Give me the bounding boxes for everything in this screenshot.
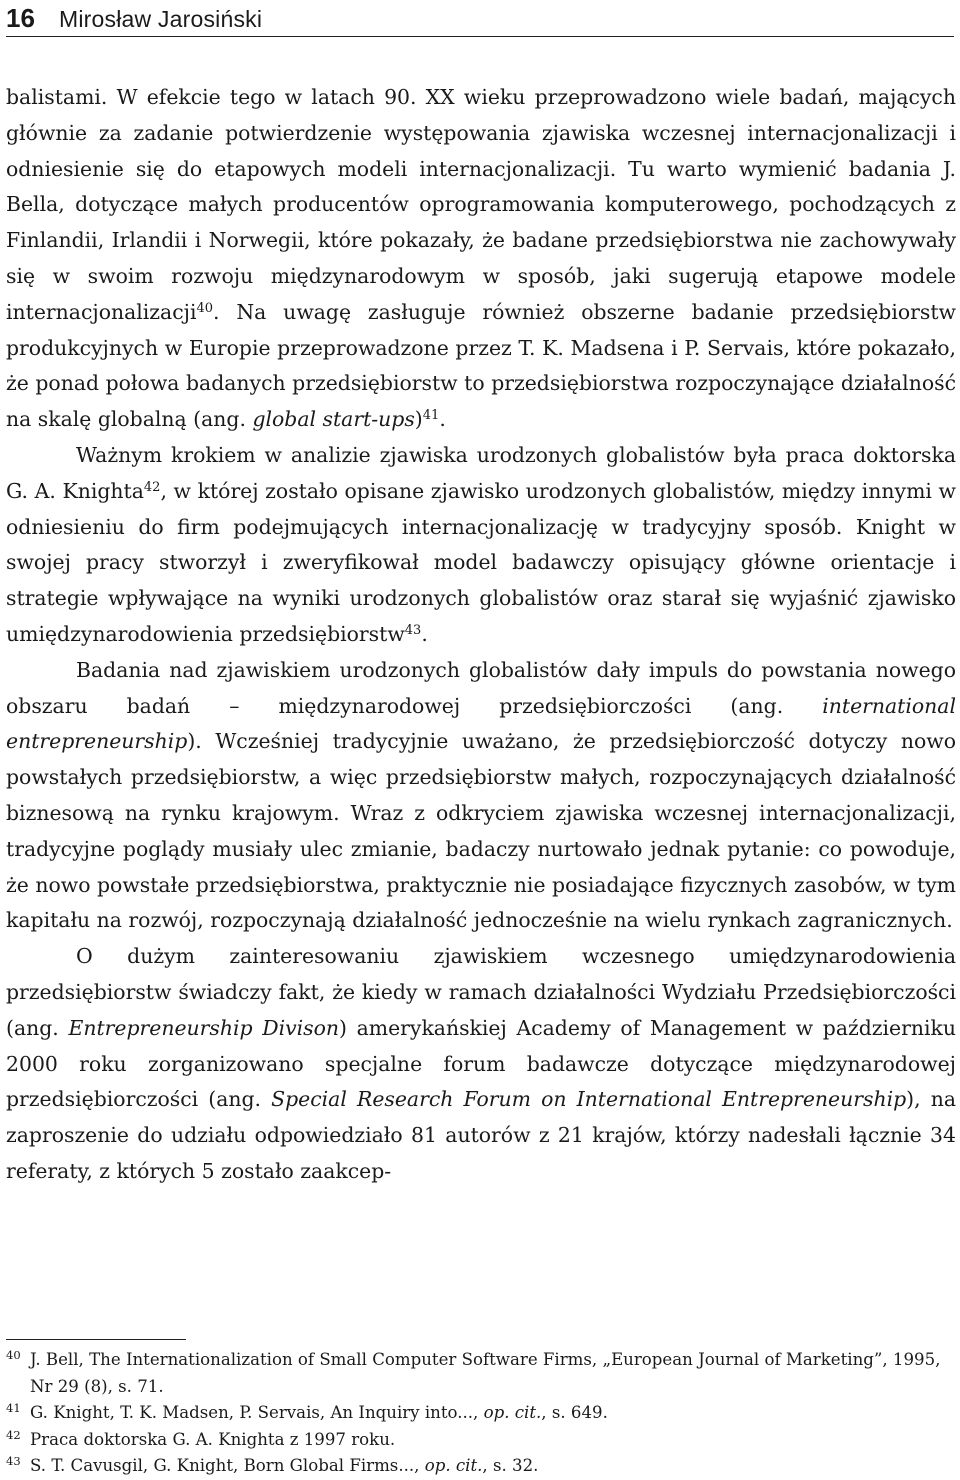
footnote-text	[30, 1400, 956, 1427]
text-run: O dużym zainteresowaniu zjawiskiem wczesnego umiędzynarodowienia przedsiębiorstw świadczy fakt, że kiedy w ramach działalności Wydziału Przedsiębiorczości (ang.	[6, 944, 956, 1040]
running-head	[6, 2, 954, 37]
footnote-40	[6, 1347, 956, 1400]
footnote-ref-40[interactable]: 40	[196, 300, 214, 316]
paragraph-4	[6, 939, 956, 1190]
footnotes	[6, 1347, 956, 1480]
italic-term: global start-ups	[252, 407, 415, 432]
text-run: .	[421, 621, 428, 646]
text-run: . Na uwagę zasługuje również obszerne badanie przedsiębiorstw produkcyjnych w Europie przeprowadzone przez T. K. Madsena i P. Servais, które pokazało, że ponad połowa badanych przedsiębiorstw to przedsiębiorstwa rozpoczynające działalność na skalę globalną (ang.	[6, 299, 956, 432]
text-run: )	[414, 407, 423, 432]
italic-term: Entrepreneurship Divison	[68, 1015, 340, 1040]
running-head-author: Mirosław Jarosiński	[59, 6, 263, 32]
footnote-42	[6, 1427, 956, 1454]
footnote-ref-42[interactable]: 42	[143, 479, 161, 495]
text-run: G. Knight, T. K. Madsen, P. Servais, An Inquiry into...,	[30, 1403, 484, 1423]
paragraph-1	[6, 80, 956, 438]
page-number: 16	[6, 3, 35, 33]
footnote-number: 43	[6, 1454, 21, 1469]
text-run: balistami. W efekcie tego w latach 90. XX wieku przeprowadzono wiele badań, mających głównie za zadanie potwierdzenie występowania zjawiska wczesnej internacjonalizacji i odniesienie się do etapowych modeli internacjonalizacji. Tu warto wymienić badania J. Bella, dotyczące małych producentów oprogramowania komputerowego, pochodzących z Finlandii, Irlandii i Norwegii, które pokazały, że badane przedsiębiorstwa nie zachowywały się w swoim rozwoju międzynarodowym w sposób, jaki sugerują etapowe modele internacjonalizacji	[6, 85, 956, 324]
footnote-number: 41	[6, 1401, 21, 1416]
italic-term: op. cit.	[424, 1456, 483, 1476]
text-run: ). Wcześniej tradycyjnie uważano, że przedsiębiorczość dotyczy nowo powstałych przedsiębiorstw, a więc przedsiębiorstw małych, rozpoczynających działalność biznesową na rynku krajowym. Wraz z odkryciem zjawiska wczesnej internacjonalizacji, tradycyjne poglądy musiały ulec zmianie, badaczy nurtowało jednak pytanie: co powoduje, że nowo powstałe przedsiębiorstwa, praktycznie nie posiadające fizycznych zasobów, w tym kapitału na rozwój, rozpoczynają działalność jednocześnie na wielu rynkach zagranicznych.	[6, 729, 956, 933]
paragraph-2	[6, 438, 956, 653]
text-run: , w której zostało opisane zjawisko urodzonych globalistów, między innymi w odniesieniu do firm podejmujących internacjonalizację w tradycyjny sposób. Knight w swojej pracy stworzył i zweryfikował model badawczy opisujący główne orientacje i strategie wpływające na wyniki urodzonych globalistów oraz starał się wyjaśnić zjawisko umiędzynarodowienia przedsiębiorstw	[6, 478, 956, 646]
footnote-41	[6, 1400, 956, 1427]
footnote-number: 40	[6, 1348, 21, 1362]
footnote-separator	[6, 1339, 186, 1340]
footnote-text	[30, 1453, 956, 1480]
footnote-ref-41[interactable]: 41	[422, 408, 440, 424]
text-run: Praca doktorska G. A. Knighta z 1997 roku.	[30, 1429, 396, 1449]
text-run: J. Bell, The Internationalization of Small Computer Software Firms, „European Journal of Marketing”, 1995, Nr 29 (8), s. 71.	[30, 1350, 941, 1396]
text-run: , s. 649.	[541, 1403, 608, 1423]
footnote-text	[30, 1347, 956, 1400]
text-run: Ważnym krokiem w analizie zjawiska urodzonych globalistów była praca doktorska G. A. Knighta	[6, 442, 956, 503]
body-text	[6, 80, 956, 1190]
italic-term: op. cit.	[483, 1403, 542, 1423]
italic-term: Special Research Forum on International Entrepreneurship	[271, 1087, 907, 1112]
text-run: Badania nad zjawiskiem urodzonych globalistów dały impuls do powstania nowego obszaru badań – międzynarodowej przedsiębiorczości (ang.	[6, 657, 956, 718]
text-run: , s. 32.	[482, 1456, 539, 1476]
footnote-text	[30, 1427, 956, 1454]
italic-term: international entrepreneurship	[6, 693, 956, 754]
footnote-number: 42	[6, 1427, 21, 1442]
text-run: ) amerykańskiej Academy of Management w październiku 2000 roku zorganizowano specjalne forum badawcze dotyczące międzynarodowej przedsiębiorczości (ang.	[6, 1015, 956, 1112]
footnote-ref-43[interactable]: 43	[404, 622, 422, 638]
text-run: S. T. Cavusgil, G. Knight, Born Global Firms...,	[30, 1456, 425, 1476]
paragraph-3	[6, 653, 956, 939]
text-run: .	[439, 407, 446, 432]
text-run: ), na zaproszenie do udziału odpowiedziało 81 autorów z 21 krajów, którzy nadesłali łącznie 34 referaty, z których 5 zostało zaakcep-	[6, 1087, 957, 1183]
footnote-43	[6, 1453, 956, 1480]
